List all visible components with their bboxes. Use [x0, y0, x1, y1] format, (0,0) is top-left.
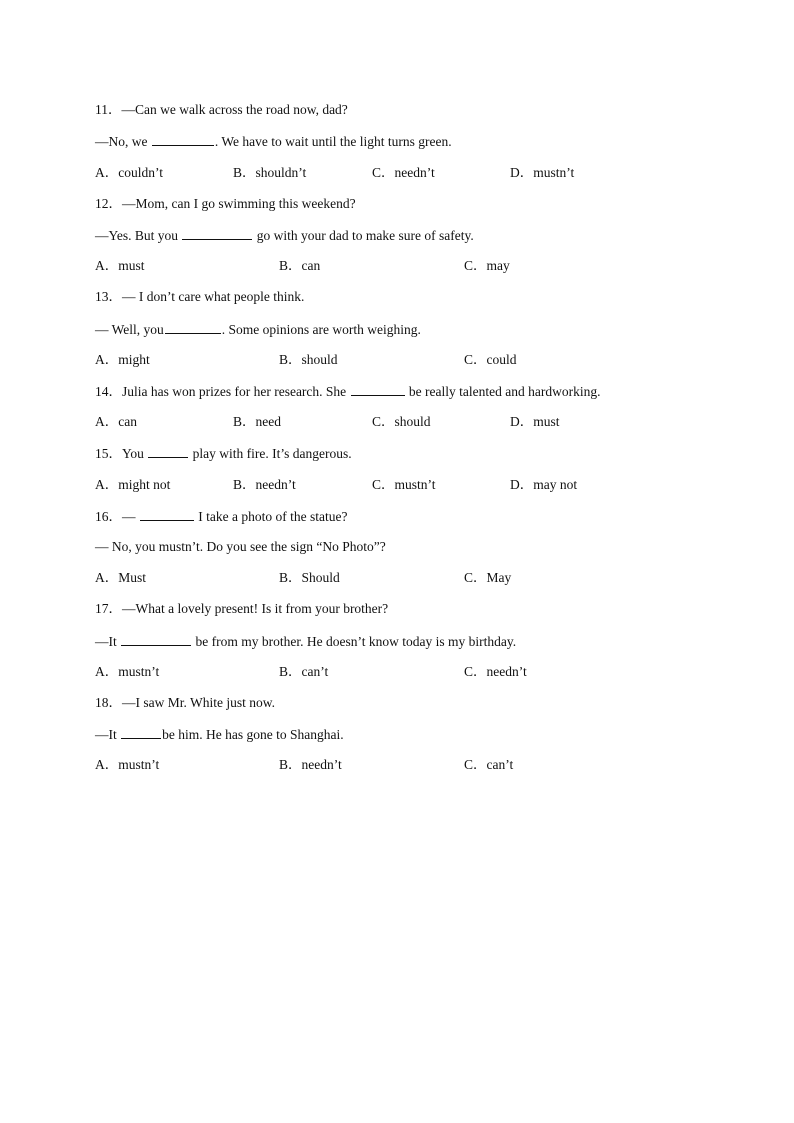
- answer-blank: [152, 131, 214, 146]
- option-c[interactable]: C．should: [372, 414, 431, 429]
- option-a[interactable]: A．couldn’t: [95, 165, 163, 180]
- answer-blank: [351, 381, 405, 396]
- question-16-line-1: 16．— I take a photo of the statue?: [95, 506, 347, 526]
- question-11-line-2: —No, we . We have to wait until the light turns green.: [95, 131, 452, 151]
- option-c[interactable]: C．mustn’t: [372, 477, 436, 492]
- option-b[interactable]: B．should: [279, 352, 338, 367]
- option-a[interactable]: A．might not: [95, 477, 171, 492]
- question-17-options: [95, 662, 527, 682]
- question-14-options: [95, 412, 560, 432]
- question-number: 13．: [95, 289, 122, 304]
- answer-blank: [148, 443, 188, 458]
- answer-blank: [121, 631, 191, 646]
- answer-blank: [165, 319, 221, 334]
- question-12-options: [95, 256, 510, 276]
- option-d[interactable]: D．must: [510, 414, 560, 429]
- question-12-line-1: 12．—Mom, can I go swimming this weekend?: [95, 196, 356, 211]
- option-b[interactable]: B．need: [233, 414, 281, 429]
- question-number: 14．: [95, 384, 122, 399]
- option-a[interactable]: A．might: [95, 352, 150, 367]
- question-18-line-1: 18．—I saw Mr. White just now.: [95, 695, 275, 710]
- answer-blank: [182, 225, 252, 240]
- question-18-line-2: —It be him. He has gone to Shanghai.: [95, 724, 344, 744]
- question-15-line-1: 15．You play with fire. It’s dangerous.: [95, 443, 352, 463]
- question-number: 15．: [95, 446, 122, 461]
- option-b[interactable]: B．can’t: [279, 664, 329, 679]
- question-number: 16．: [95, 509, 122, 524]
- option-b[interactable]: B．shouldn’t: [233, 165, 307, 180]
- option-c[interactable]: C．May: [464, 570, 512, 585]
- option-c[interactable]: C．may: [464, 258, 510, 273]
- option-b[interactable]: B．needn’t: [279, 757, 342, 772]
- question-13-line-2: — Well, you . Some opinions are worth weighing.: [95, 319, 421, 339]
- option-b[interactable]: B．Should: [279, 570, 340, 585]
- question-16-options: [95, 568, 512, 588]
- option-c[interactable]: C．needn’t: [372, 165, 435, 180]
- question-15-options: [95, 475, 578, 495]
- question-17-line-2: —It be from my brother. He doesn’t know today is my birthday.: [95, 631, 516, 651]
- option-a[interactable]: A．must: [95, 258, 145, 273]
- question-11-line-1: 11．—Can we walk across the road now, dad?: [95, 102, 348, 117]
- question-13-line-1: 13．— I don’t care what people think.: [95, 289, 305, 304]
- answer-blank: [140, 506, 194, 521]
- question-number: 18．: [95, 695, 122, 710]
- option-c[interactable]: C．needn’t: [464, 664, 527, 679]
- question-number: 12．: [95, 196, 122, 211]
- question-13-options: [95, 350, 517, 370]
- question-12-line-2: —Yes. But you go with your dad to make sure of safety.: [95, 225, 474, 245]
- question-18-options: [95, 755, 514, 775]
- question-17-line-1: 17．—What a lovely present! Is it from your brother?: [95, 601, 389, 616]
- question-16-line-2: — No, you mustn’t. Do you see the sign “No Photo”?: [95, 539, 386, 554]
- answer-blank: [121, 724, 161, 739]
- option-c[interactable]: C．can’t: [464, 757, 514, 772]
- option-a[interactable]: A．mustn’t: [95, 664, 160, 679]
- option-b[interactable]: B．can: [279, 258, 321, 273]
- option-d[interactable]: D．mustn’t: [510, 165, 575, 180]
- question-number: 11．: [95, 102, 122, 117]
- option-d[interactable]: D．may not: [510, 477, 578, 492]
- question-11-options: [95, 163, 575, 183]
- option-a[interactable]: A．Must: [95, 570, 147, 585]
- option-c[interactable]: C．could: [464, 352, 517, 367]
- option-a[interactable]: A．can: [95, 414, 137, 429]
- option-a[interactable]: A．mustn’t: [95, 757, 160, 772]
- option-b[interactable]: B．needn’t: [233, 477, 296, 492]
- question-number: 17．: [95, 601, 122, 616]
- question-14-line-1: 14．Julia has won prizes for her research. She be really talented and hardworking.: [95, 381, 600, 401]
